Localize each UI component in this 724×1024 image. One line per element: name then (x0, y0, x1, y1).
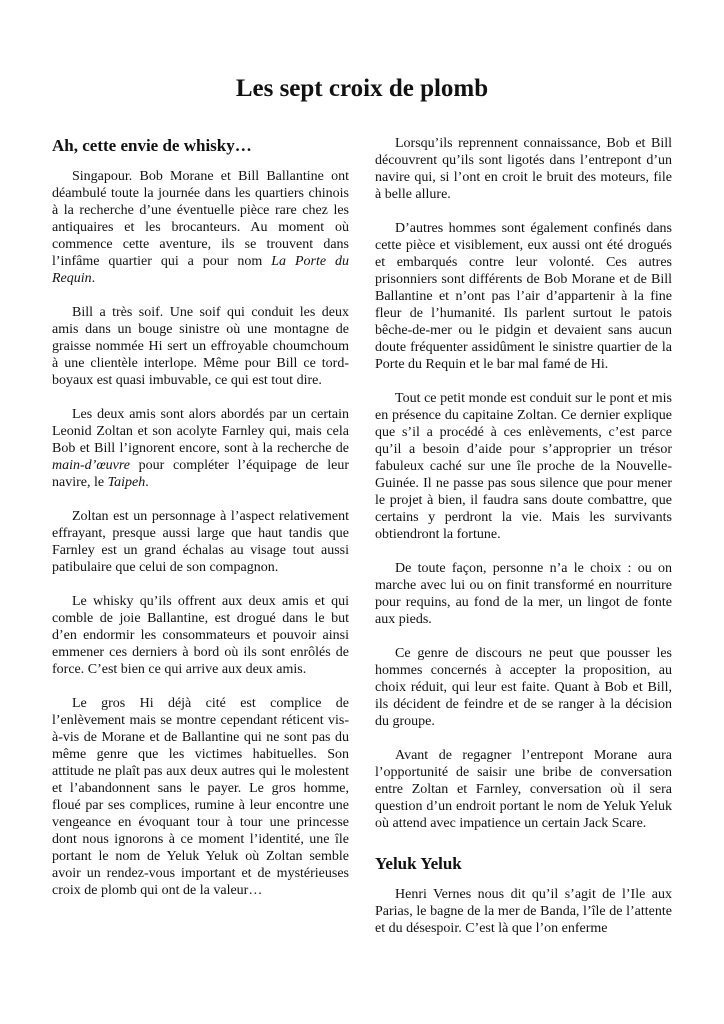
paragraph: Avant de regagner l’entrepont Morane aura l’opportunité de saisir une bribe de conversation entre Zoltan et Farnley, conversation où il sera question d’un endroit portant le nom de Yeluk Yeluk où attend avec impatience un certain Jack Scare. (375, 748, 672, 831)
paragraph: Zoltan est un personnage à l’aspect relativement effrayant, presque aussi large que haut tandis que Farnley est un grand échalas au visage tout aussi patibulaire que celui de son compagnon. (52, 509, 349, 575)
paragraph: Le gros Hi déjà cité est complice de l’enlèvement mais se montre cependant réticent vis-à-vis de Morane et de Ballantine qui ne sont pas du même genre que les victimes habituelles. Son attitude ne plaît pas aux deux autres qui le molestent et l’abandonnent sans le payer. Le gros homme, floué par ses complices, rumine à leur encontre une vengeance en évoquant tour à tour une princesse dont nous ignorons à ce moment l’identité, une île portant le nom de Yeluk Yeluk où Zoltan semble avoir un rendez-vous important et de mystérieuses croix de plomb qui ont de la valeur… (52, 696, 349, 898)
paragraph: Singapour. Bob Morane et Bill Ballantine ont déambulé toute la journée dans les quartiers chinois à la recherche d’une éventuelle pièce rare chez les antiquaires et les brocanteurs. Au moment où commence cette aventure, ils se trouvent dans l’infâme quartier qui a pour nom La Porte du Requin. (52, 169, 349, 286)
section-heading-yeluk: Yeluk Yeluk (375, 854, 462, 873)
paragraph: De toute façon, personne n’a le choix : ou on marche avec lui ou on finit transformé en nourriture pour requins, au fond de la mer, un lingot de fonte aux pieds. (375, 561, 672, 627)
left-column (52, 135, 349, 899)
page-title: Les sept croix de plomb (235, 75, 489, 102)
paragraph: Bill a très soif. Une soif qui conduit les deux amis dans un bouge sinistre où une montagne de graisse nommée Hi sert un effroyable choumchoum à une clientèle interlope. Même pour Bill ce tord-boyaux est quasi imbuvable, ce qui est tout dire. (52, 305, 349, 388)
paragraph: Le whisky qu’ils offrent aux deux amis et qui comble de joie Ballantine, est drogué dans le but d’en endormir les consommateurs et pouvoir ainsi emmener ces derniers à bord où ils sont enrôlés de force. C’est bien ce qui arrive aux deux amis. (52, 594, 349, 677)
paragraph: Les deux amis sont alors abordés par un certain Leonid Zoltan et son acolyte Farnley qui, mais cela Bob et Bill l’ignorent encore, sont à la recherche de main-d’œuvre pour compléter l’équipage de leur navire, le Taipeh. (52, 407, 349, 490)
paragraph: Ce genre de discours ne peut que pousser les hommes concernés à accepter la proposition, au choix réduit, qui leur est faite. Quant à Bob et Bill, ils décident de feindre et de se ranger à la décision du groupe. (375, 646, 672, 729)
section-heading-whisky: Ah, cette envie de whisky… (52, 136, 252, 155)
right-column (375, 135, 672, 937)
paragraph: D’autres hommes sont également confinés dans cette pièce et visiblement, eux aussi ont été drogués et embarqués contre leur volonté. Ces autres prisonniers sont différents de Bob Morane et de Bill Ballantine et n’ont pas l’air d’appartenir à la fine fleur de l’humanité. Ils parlent surtout le patois bêche-de-mer ou le pidgin et devaient sans aucun doute fréquenter assidûment le sinistre quartier de la Porte du Requin et le bar mal famé de Hi. (375, 221, 672, 372)
paragraph: Tout ce petit monde est conduit sur le pont et mis en présence du capitaine Zoltan. Ce dernier explique que s’il a procédé à ces enlèvements, c’est parce qu’il a besoin d’aide pour s’approprier un trésor fabuleux caché sur une île proche de la Nouvelle-Guinée. Il ne passe pas sous silence que pour mener le projet à bien, il faudra sans doute combattre, que certains y perdront la vie. Mais les survivants obtiendront la fortune. (375, 391, 672, 542)
paragraph: Henri Vernes nous dit qu’il s’agit de l’Ile aux Parias, le bagne de la mer de Banda, l’île de l’attente et du désespoir. C’est là que l’on enferme (375, 887, 672, 936)
paragraph: Lorsqu’ils reprennent connaissance, Bob et Bill découvrent qu’ils sont ligotés dans l’entrepont d’un navire qui, si l’ont en croit le bruit des moteurs, file à belle allure. (375, 136, 672, 202)
